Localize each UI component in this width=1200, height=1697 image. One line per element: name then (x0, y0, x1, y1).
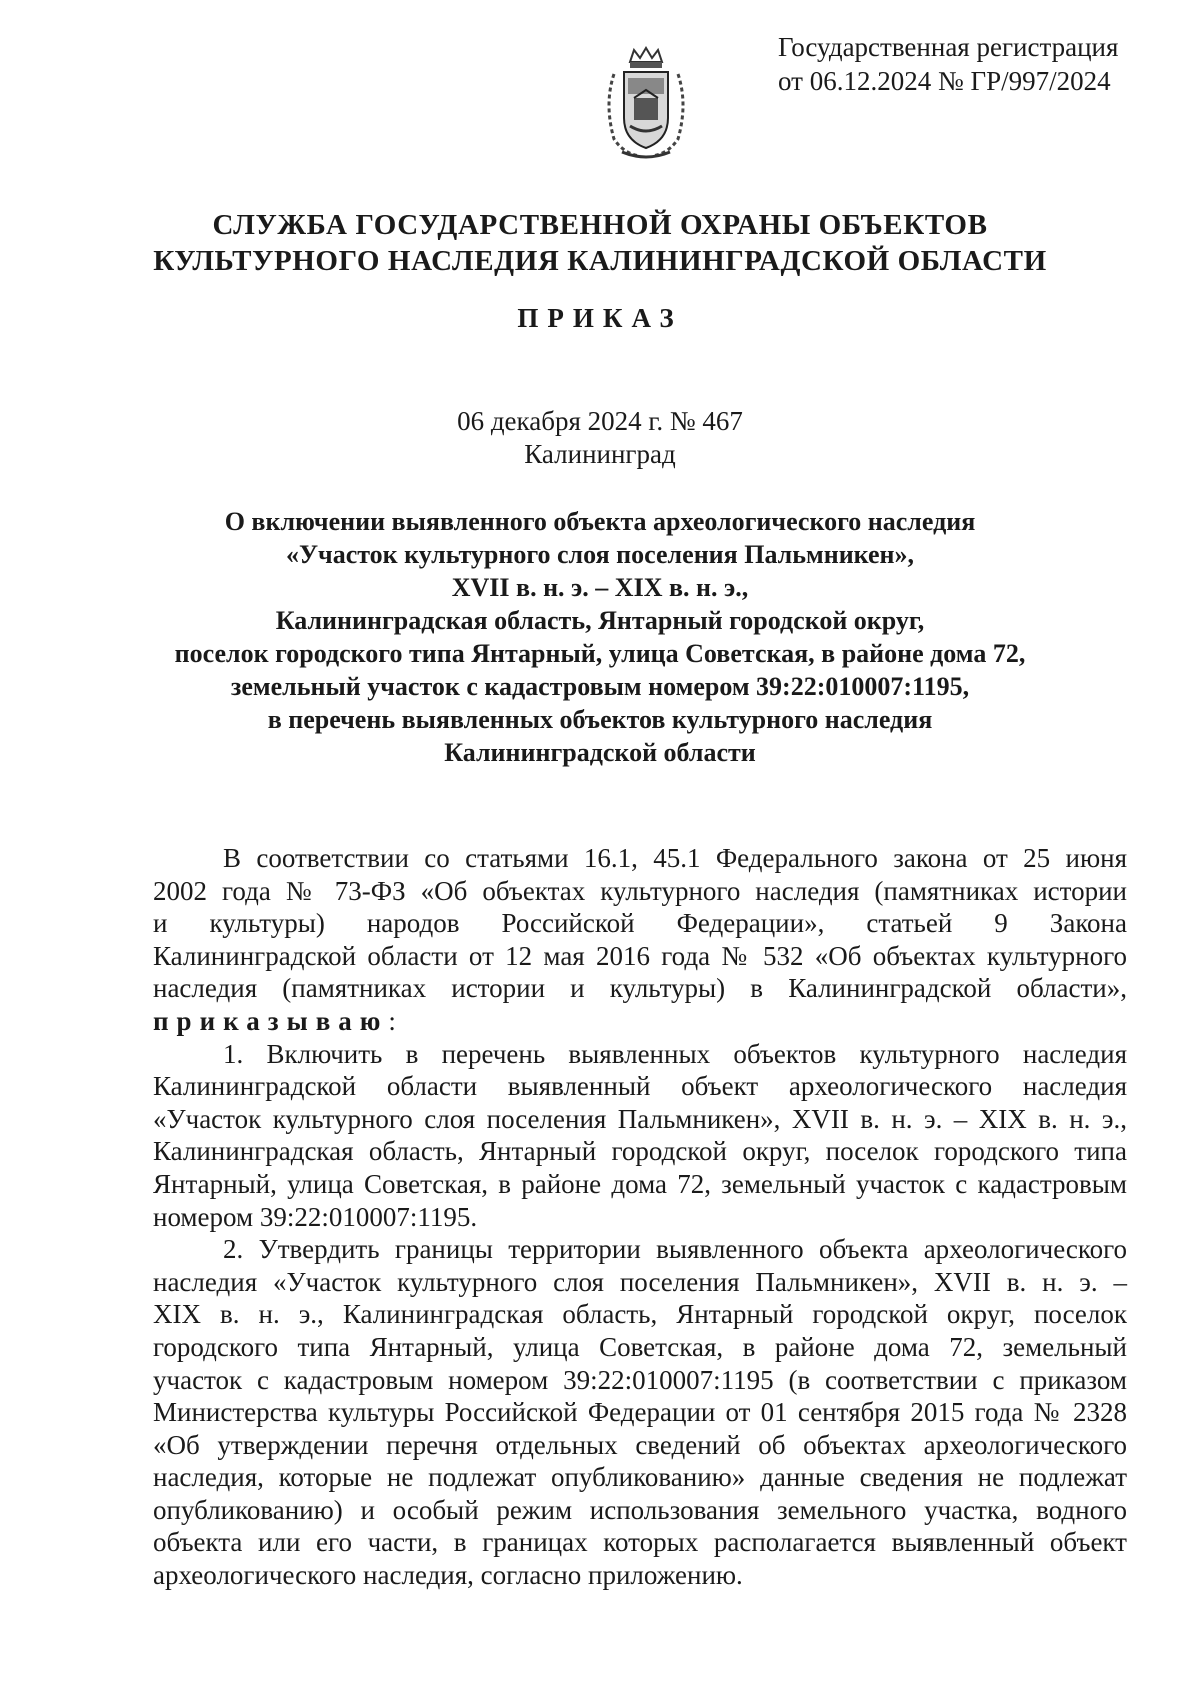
subject-line: XVII в. н. э. – XIX в. н. э., (451, 573, 749, 602)
item2-line: Министерства культуры Российской Федерации от 01 сентября 2015 года № 2328 (153, 1397, 1127, 1428)
subject-line: Калининградская область, Янтарный городской округ, (275, 606, 925, 635)
preamble-line: Калининградской области от 12 мая 2016 года № 532 «Об объектах культурного (153, 940, 1127, 971)
order-colon: : (388, 1005, 396, 1036)
item1-line: Калининградской области выявленный объект археологического наследия (153, 1071, 1127, 1102)
item1-line: номером 39:22:010007:1195. (153, 1201, 478, 1232)
item2-line: 2. Утвердить границы территории выявленного объекта археологического (223, 1234, 1127, 1265)
item1-line: Янтарный, улица Советская, в районе дома 72, земельный участок с кадастровым (153, 1168, 1127, 1199)
subject-line: Калининградской области (444, 738, 756, 767)
item1-line: 1. Включить в перечень выявленных объектов культурного наследия (223, 1038, 1127, 1069)
preamble-line: 2002 года № 73-ФЗ «Об объектах культурного наследия (памятниках истории (153, 875, 1127, 906)
item1-line: «Участок культурного слоя поселения Пальмникен», XVII в. н. э. – XIX в. н. э., (153, 1103, 1127, 1134)
order-city: Калининград (524, 439, 676, 469)
subject-line: земельный участок с кадастровым номером 39:22:010007:1195, (230, 672, 970, 701)
item2-line: объекта или его части, в границах которых располагается выявленный объект (153, 1527, 1127, 1558)
order-date-number: 06 декабря 2024 г. № 467 (457, 406, 743, 436)
item2-line: археологического наследия, согласно приложению. (153, 1560, 743, 1591)
agency-name-line: СЛУЖБА ГОСУДАРСТВЕННОЙ ОХРАНЫ ОБЪЕКТОВ (212, 209, 988, 241)
subject-line: О включении выявленного объекта археологического наследия (224, 507, 976, 536)
agency-name (0, 207, 1200, 279)
subject-line: поселок городского типа Янтарный, улица Советская, в районе дома 72, (174, 639, 1026, 668)
item2-line: наследия «Участок культурного слоя поселения Пальмникен», XVII в. н. э. – (153, 1266, 1127, 1297)
preamble-line: наследия (памятниках истории и культуры) в Калининградской области», (153, 973, 1127, 1004)
agency-name-line: КУЛЬТУРНОГО НАСЛЕДИЯ КАЛИНИНГРАДСКОЙ ОБЛАСТИ (153, 245, 1047, 277)
date-place-block (0, 405, 1200, 471)
item2-line: опубликованию) и особый режим использования земельного участка, водного (153, 1494, 1127, 1525)
item2-line: наследия, которые не подлежат опубликованию» данные сведения не подлежат (153, 1462, 1127, 1493)
coat-of-arms-icon (600, 44, 692, 164)
document-type-title: ПРИКАЗ (517, 303, 683, 333)
order-directive (153, 1005, 1127, 1038)
item2-line: «Об утверждении перечня отдельных сведений об объектах археологического (153, 1429, 1127, 1460)
state-registration (778, 30, 1118, 98)
registration-title: Государственная регистрация (778, 32, 1119, 62)
item2-line: XIX в. н. э., Калининградская область, Янтарный городской округ, поселок (153, 1299, 1127, 1330)
registration-number: от 06.12.2024 № ГР/997/2024 (778, 66, 1111, 96)
order-subject (0, 505, 1200, 769)
order-word: приказываю (153, 1005, 389, 1036)
subject-line: «Участок культурного слоя поселения Пальмникен», (285, 540, 915, 569)
subject-line: в перечень выявленных объектов культурного наследия (267, 705, 933, 734)
item2-line: городского типа Янтарный, улица Советская, в районе дома 72, земельный (153, 1331, 1127, 1362)
order-body (153, 842, 1127, 1592)
preamble-line: В соответствии со статьями 16.1, 45.1 Федерального закона от 25 июня (223, 843, 1127, 873)
preamble-line: и культуры) народов Российской Федерации», статьей 9 Закона (153, 908, 1127, 939)
item1-line: Калининградская область, Янтарный городской округ, поселок городского типа (153, 1136, 1127, 1167)
item2-line: участок с кадастровым номером 39:22:010007:1195 (в соответствии с приказом (153, 1364, 1127, 1395)
